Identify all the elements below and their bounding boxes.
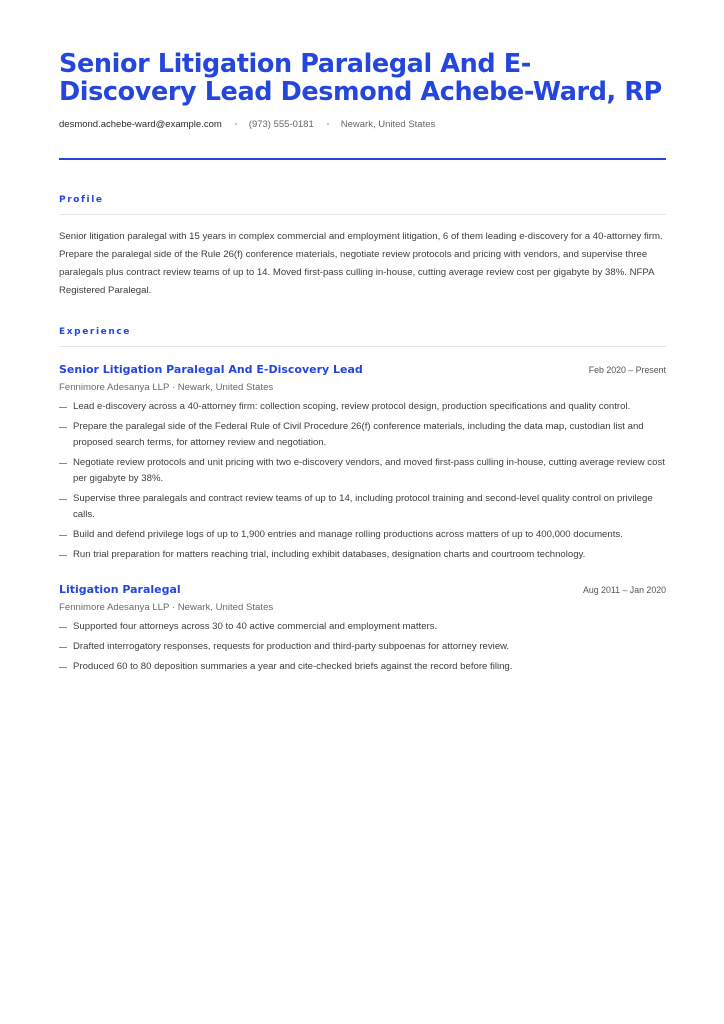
header-divider xyxy=(59,158,666,160)
job-bullets xyxy=(59,399,666,563)
job-company: Fennimore Adesanya LLP · Newark, United States xyxy=(59,382,274,393)
section-title-experience: Experience xyxy=(59,327,131,337)
profile-summary: Senior litigation paralegal with 15 years in complex commercial and employment litigation, 6 of them leading e-discovery for a 40-attorney firm. Prepare the paralegal side of the Rule 26(f) conference materials, negotiate review protocols and pricing with vendors, and supervise three paralegals plus contract review teams of up to 14. Moved first-pass culling in-house, cutting average review cost per gigabyte by 38%. NFPA Registered Paralegal. xyxy=(59,231,663,296)
job-title: Litigation Paralegal xyxy=(59,583,181,596)
bullet-text: Supervise three paralegals and contract review teams of up to 14, including protocol training and second-level quality control on privilege calls. xyxy=(73,493,653,520)
contact-location: Newark, United States xyxy=(340,118,436,130)
dash-icon xyxy=(59,427,67,428)
section-title-profile: Profile xyxy=(59,195,104,205)
contact-email[interactable]: desmond.achebe-ward@example.com xyxy=(59,118,222,130)
dash-icon xyxy=(59,667,67,668)
bullet-item xyxy=(59,619,666,635)
bullet-text: Lead e-discovery across a 40-attorney firm: collection scoping, review protocol design, production specifications and quality control. xyxy=(73,401,631,412)
bullet-item xyxy=(59,455,666,487)
dash-icon xyxy=(59,555,67,556)
experience-section xyxy=(59,327,666,675)
dash-icon xyxy=(59,407,67,408)
job-entry xyxy=(59,583,666,675)
contact-phone[interactable]: (973) 555-0181 xyxy=(248,118,314,130)
section-divider xyxy=(59,214,666,215)
job-header xyxy=(59,363,666,376)
job-company: Fennimore Adesanya LLP · Newark, United States xyxy=(59,602,274,613)
bullet-item xyxy=(59,659,666,675)
job-title: Senior Litigation Paralegal And E-Discovery Lead xyxy=(59,363,363,376)
bullet-item xyxy=(59,399,666,415)
bullet-item xyxy=(59,639,666,655)
job-dates: Feb 2020 – Present xyxy=(588,365,666,375)
profile-section xyxy=(59,195,666,300)
resume-header xyxy=(59,50,666,160)
contact-line xyxy=(59,114,666,134)
candidate-name: Senior Litigation Paralegal And E-Discovery Lead Desmond Achebe-Ward, RP xyxy=(59,49,662,107)
separator-dot xyxy=(235,123,237,125)
job-entry xyxy=(59,363,666,563)
separator-dot xyxy=(327,123,329,125)
job-dates: Aug 2011 – Jan 2020 xyxy=(583,585,666,595)
job-bullets xyxy=(59,619,666,675)
bullet-text: Build and defend privilege logs of up to 1,900 entries and manage rolling productions across matters of up to 400,000 documents. xyxy=(73,529,623,540)
bullet-text: Produced 60 to 80 deposition summaries a year and cite-checked briefs against the record before filing. xyxy=(73,661,513,672)
bullet-item xyxy=(59,547,666,563)
bullet-item xyxy=(59,527,666,543)
section-divider xyxy=(59,346,666,347)
bullet-item xyxy=(59,419,666,451)
bullet-text: Supported four attorneys across 30 to 40 active commercial and employment matters. xyxy=(73,621,438,632)
dash-icon xyxy=(59,499,67,500)
bullet-text: Prepare the paralegal side of the Federal Rule of Civil Procedure 26(f) conference materials, including the data map, custodian list and proposed search terms, for attorney review and negotiation. xyxy=(73,421,644,448)
bullet-item xyxy=(59,491,666,523)
resume-page xyxy=(59,50,666,679)
bullet-text: Run trial preparation for matters reaching trial, including exhibit databases, designation charts and courtroom technology. xyxy=(73,549,586,560)
bullet-text: Negotiate review protocols and unit pricing with two e-discovery vendors, and moved first-pass culling in-house, cutting average review cost per gigabyte by 38%. xyxy=(73,457,665,484)
job-header xyxy=(59,583,666,596)
dash-icon xyxy=(59,535,67,536)
dash-icon xyxy=(59,647,67,648)
bullet-text: Drafted interrogatory responses, requests for production and third-party subpoenas for attorney review. xyxy=(73,641,510,652)
dash-icon xyxy=(59,627,67,628)
dash-icon xyxy=(59,463,67,464)
